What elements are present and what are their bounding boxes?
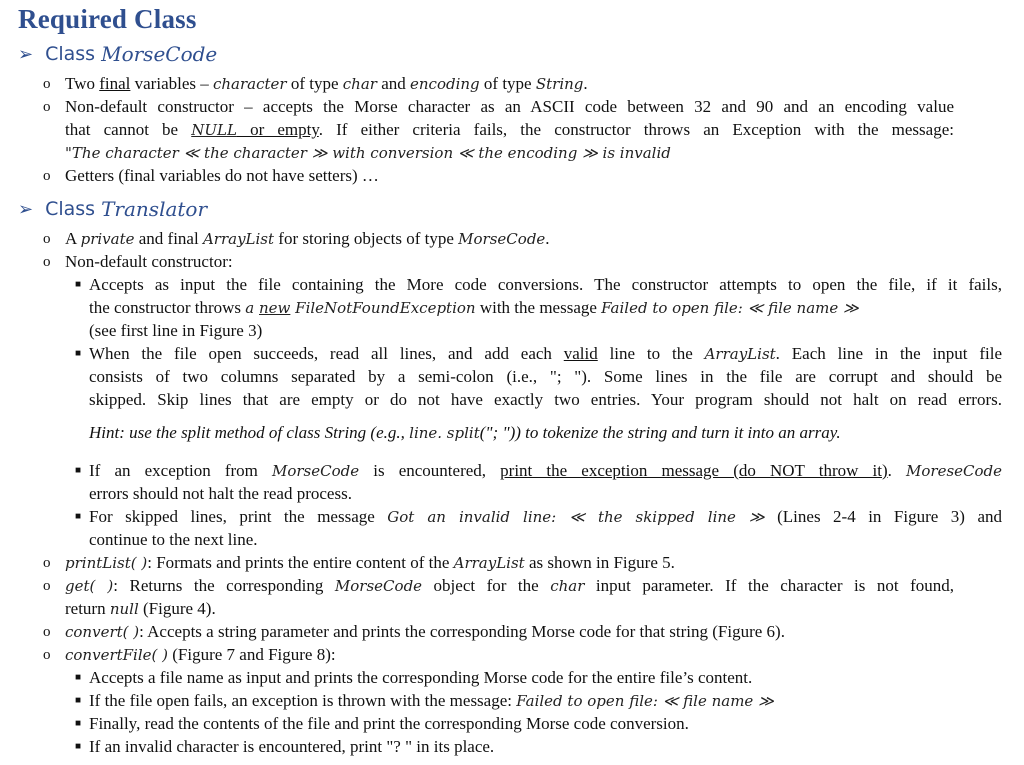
text: Accepts as input the file containing the More code conversions. The constructor attempts to open the file, if it fails,	[89, 275, 1002, 294]
square-bullet-icon: ■	[75, 672, 82, 683]
code-text: ArrayList	[453, 554, 525, 572]
text: valid	[563, 344, 598, 363]
text: . If either criteria fails, the constructor throws an Exception with the message:	[318, 120, 954, 139]
circle-bullet-icon: o	[43, 168, 51, 184]
code-text: new	[259, 299, 291, 317]
text: of type	[286, 74, 343, 93]
text: Non-default constructor – accepts the Morse character as an ASCII code between 32 and 90 and an encoding value	[65, 97, 954, 116]
convertfile-sub4: If an invalid character is encountered, print "? " in its place.	[89, 737, 495, 756]
circle-bullet-icon: o	[43, 578, 51, 594]
code-text: get( )	[65, 577, 114, 595]
code-text: MoreseCode	[906, 462, 1003, 480]
justified-line	[65, 575, 954, 597]
text: : Formats and prints the entire content of the	[147, 553, 454, 572]
text: .	[545, 229, 550, 248]
text: A	[65, 229, 81, 248]
text: (Figure 7 and Figure 8):	[168, 645, 336, 664]
page-title: Required Class	[18, 4, 197, 34]
text: or empty	[236, 120, 319, 139]
text: For skipped lines, print the message	[89, 507, 388, 526]
justified-line	[89, 460, 1002, 482]
text: is encountered,	[359, 461, 501, 480]
circle-bullet-icon: o	[43, 254, 51, 270]
code-text: encoding	[410, 75, 480, 93]
circle-bullet-icon: o	[43, 624, 51, 640]
square-bullet-icon: ■	[75, 465, 82, 476]
text: (Lines 2-4 in Figure 3) and	[764, 507, 1002, 526]
text: of type	[479, 74, 536, 93]
text: object for the	[422, 576, 551, 595]
square-bullet-icon: ■	[75, 718, 82, 729]
translator-constructor: Non-default constructor:	[65, 252, 233, 271]
text: print the exception message (do NOT throw it)	[500, 461, 888, 480]
convertfile-line	[65, 644, 336, 666]
circle-bullet-icon: o	[43, 231, 51, 247]
square-bullet-icon: ■	[75, 741, 82, 752]
morsecode-class-name: MorseCode	[101, 42, 218, 66]
justified-line	[89, 343, 1002, 365]
sub2-line1	[89, 343, 1002, 365]
sub2-line3	[89, 389, 1002, 411]
circle-bullet-icon: o	[43, 555, 51, 571]
arrow-bullet-icon: ➢	[18, 198, 34, 220]
class-word: Class	[45, 198, 96, 220]
morse-constructor-line3	[65, 142, 671, 164]
code-text: null	[109, 600, 139, 618]
code-text: convertFile( )	[65, 646, 168, 664]
code-text: ArrayList	[202, 230, 275, 248]
code-text: NULL	[191, 121, 237, 139]
text: If an exception from	[89, 461, 272, 480]
printlist-line	[65, 552, 675, 574]
justified-line	[89, 506, 1002, 528]
code-text: printList( )	[65, 554, 148, 572]
text: .	[887, 461, 907, 480]
circle-bullet-icon: o	[43, 76, 51, 92]
class-word: Class	[45, 43, 96, 65]
sub2-line2	[89, 366, 1002, 388]
code-text: char	[342, 75, 377, 93]
sub1-line2	[89, 297, 859, 319]
square-bullet-icon: ■	[75, 511, 82, 522]
sub3-line2: errors should not halt the read process.	[89, 484, 352, 503]
code-text: a	[245, 299, 259, 317]
text: as shown in Figure 5.	[524, 553, 675, 572]
morse-constructor-line1	[65, 96, 954, 118]
translator-class-heading	[18, 197, 207, 221]
morsecode-class-heading	[18, 42, 217, 66]
code-text: Failed to open file: ≪ file name ≫	[516, 692, 774, 710]
text: : Accepts a string parameter and prints the corresponding Morse code for that string (Figure 6).	[139, 622, 785, 641]
code-text: ArrayList	[704, 345, 776, 363]
hint-line	[89, 422, 841, 444]
translator-class-name: Translator	[101, 197, 208, 221]
convertfile-sub2	[89, 690, 774, 712]
code-text: MorseCode	[272, 462, 360, 480]
sub1-line3: (see first line in Figure 3)	[89, 321, 263, 340]
circle-bullet-icon: o	[43, 647, 51, 663]
text: When the file open succeeds, read all lines, and add each	[89, 344, 564, 363]
square-bullet-icon: ■	[75, 695, 82, 706]
sub3-line1	[89, 460, 1002, 482]
code-text: character	[213, 75, 287, 93]
text: .	[583, 74, 588, 93]
text: (Figure 4).	[138, 599, 216, 618]
code-text: convert( )	[65, 623, 140, 641]
square-bullet-icon: ■	[75, 279, 82, 290]
convertfile-sub1: Accepts a file name as input and prints the corresponding Morse code for the entire file’s content.	[89, 668, 753, 687]
code-text: MorseCode	[334, 577, 423, 595]
text: Hint: use the split method of class String (e.g.,	[89, 423, 410, 442]
text: : Returns the corresponding	[113, 576, 335, 595]
get-line1	[65, 575, 954, 597]
text: with the message	[475, 298, 602, 317]
sub4-line1	[89, 506, 1002, 528]
translator-arraylist	[65, 228, 550, 250]
text: input parameter. If the character is not found,	[584, 576, 955, 595]
text: line to the	[597, 344, 705, 363]
code-text: String	[535, 75, 584, 93]
morse-getters: Getters (final variables do not have setters) …	[65, 166, 379, 185]
sub4-line2: continue to the next line.	[89, 530, 258, 549]
code-text: Got an invalid line: ≪ the skipped line ≫	[387, 508, 765, 526]
convertfile-sub3: Finally, read the contents of the file and print the corresponding Morse code conversion.	[89, 714, 689, 733]
text: ("; ")) to tokenize the string and turn it into an array.	[479, 423, 841, 442]
arrow-bullet-icon: ➢	[18, 43, 34, 65]
text: . Each line in the input file	[775, 344, 1002, 363]
text: skipped. Skip lines that are empty or do not have exactly two entries. Your program should not halt on read errors.	[89, 390, 1002, 409]
code-text: Failed to open file: ≪ file name ≫	[601, 299, 859, 317]
text: final	[99, 74, 131, 93]
text: variables –	[130, 74, 213, 93]
sub1-line1	[89, 274, 1002, 296]
text: the constructor throws	[89, 298, 246, 317]
get-line2	[65, 598, 216, 620]
circle-bullet-icon: o	[43, 99, 51, 115]
code-text: char	[550, 577, 585, 595]
code-text: "The character ≪ the character ≫ with conversion ≪ the encoding ≫ is invalid	[65, 144, 671, 162]
text: If the file open fails, an exception is thrown with the message:	[89, 691, 517, 710]
code-text: private	[80, 230, 135, 248]
morse-final-variables	[65, 73, 588, 95]
text: and final	[134, 229, 203, 248]
code-text: FileNotFoundException	[290, 299, 476, 317]
text: Two	[65, 74, 100, 93]
morse-constructor-line2	[65, 119, 954, 141]
text: that cannot be	[65, 120, 192, 139]
code-text: line. split	[409, 424, 480, 442]
text: consists of two columns separated by a semi-colon (i.e., "; "). Some lines in the file are corrupt and should be	[89, 367, 1002, 386]
convert-line	[65, 621, 785, 643]
text: for storing objects of type	[274, 229, 459, 248]
code-text: MorseCode	[458, 230, 546, 248]
square-bullet-icon: ■	[75, 348, 82, 359]
text: and	[376, 74, 411, 93]
justified-line	[65, 119, 954, 141]
text: return	[65, 599, 110, 618]
